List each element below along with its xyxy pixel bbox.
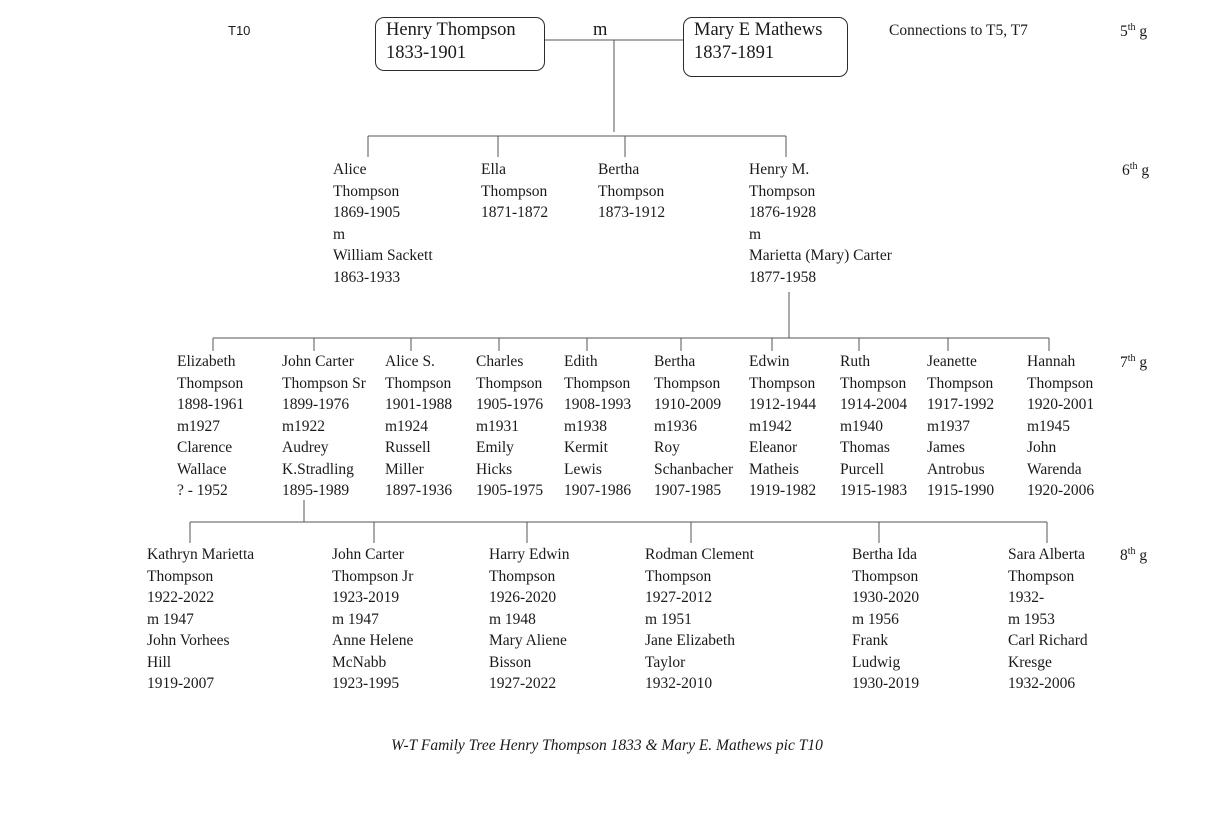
person-line: 1919-1982 bbox=[749, 482, 817, 499]
person-line: Thompson bbox=[645, 567, 712, 585]
person-line: McNabb bbox=[332, 653, 387, 671]
person-line: 1871-1872 bbox=[481, 204, 549, 221]
person-line: Kathryn Marietta bbox=[147, 546, 255, 563]
person-line: 1922-2022 bbox=[147, 589, 215, 606]
person-line: 1898-1961 bbox=[177, 396, 245, 413]
person-line: Audrey bbox=[282, 439, 329, 456]
person-line: 1923-2019 bbox=[332, 589, 400, 606]
person-line: m1938 bbox=[564, 417, 608, 435]
person-line: Thompson bbox=[564, 374, 631, 392]
gen6-person bbox=[598, 159, 665, 224]
person-line: 1901-1988 bbox=[385, 396, 453, 413]
person-line: 1863-1933 bbox=[333, 268, 401, 286]
person-line: 1907-1986 bbox=[564, 482, 632, 499]
founder-name: Henry Thompson bbox=[386, 20, 516, 40]
person-line: Roy bbox=[654, 439, 680, 456]
person-line: Jane Elizabeth bbox=[645, 632, 735, 649]
connections-note: Connections to T5, T7 bbox=[889, 22, 1028, 39]
gen7-person bbox=[385, 351, 452, 502]
person-line: Russell bbox=[385, 439, 431, 456]
person-line: Thompson Jr bbox=[332, 567, 414, 585]
person-line: 1927-2012 bbox=[645, 589, 713, 606]
person-line: 1920-2006 bbox=[1027, 482, 1095, 499]
person-line: Sara Alberta bbox=[1008, 546, 1086, 563]
person-line: Thompson bbox=[654, 374, 721, 392]
person-line: Jeanette bbox=[927, 353, 977, 370]
person-line: m1924 bbox=[385, 417, 429, 435]
person-line: m1942 bbox=[749, 417, 793, 435]
person-line: m 1953 bbox=[1008, 610, 1055, 628]
person-line: 1912-1944 bbox=[749, 396, 817, 413]
person-line: Thompson bbox=[489, 567, 556, 585]
person-line: Elizabeth bbox=[177, 353, 236, 370]
person-line: Ruth bbox=[840, 353, 871, 370]
person-line: Thompson bbox=[598, 182, 665, 200]
gen7-person bbox=[927, 351, 994, 502]
person-line: Henry M. bbox=[749, 161, 810, 178]
person-line: 1920-2001 bbox=[1027, 396, 1095, 413]
person-line: Hannah bbox=[1027, 353, 1076, 370]
person-line: 1932-2006 bbox=[1008, 675, 1076, 692]
person-line: Matheis bbox=[749, 460, 799, 478]
person-line: 1905-1976 bbox=[476, 396, 544, 413]
person-line: m1922 bbox=[282, 417, 326, 435]
person-line: Thompson bbox=[840, 374, 907, 392]
gen7-person bbox=[476, 351, 543, 502]
person-line: Kresge bbox=[1008, 653, 1052, 671]
person-line: Charles bbox=[476, 353, 524, 370]
gen7-person bbox=[564, 351, 631, 502]
person-line: Bisson bbox=[489, 653, 532, 671]
person-line: Thomas bbox=[840, 439, 890, 456]
generation-label-7: 7th g bbox=[1120, 353, 1148, 372]
person-line: Eleanor bbox=[749, 439, 798, 456]
person-line: John Carter bbox=[332, 546, 404, 563]
founder-box-wife bbox=[683, 17, 848, 77]
person-line: m bbox=[333, 225, 346, 243]
marriage-symbol: m bbox=[593, 20, 608, 40]
person-line: Thompson bbox=[147, 567, 214, 585]
gen7-person bbox=[840, 351, 907, 502]
person-line: Bertha bbox=[654, 353, 696, 370]
person-line: John bbox=[1027, 439, 1057, 456]
gen7-person bbox=[1027, 351, 1094, 502]
gen6-person bbox=[749, 159, 892, 288]
person-line: m1927 bbox=[177, 417, 221, 435]
person-line: 1877-1958 bbox=[749, 268, 817, 286]
person-line: Thompson bbox=[852, 567, 919, 585]
person-line: Frank bbox=[852, 632, 889, 649]
person-line: Anne Helene bbox=[332, 632, 414, 649]
gen7-person bbox=[749, 351, 816, 502]
person-line: Thompson bbox=[749, 182, 816, 200]
generation-label-6: 6th g bbox=[1122, 161, 1150, 180]
person-line: Thompson bbox=[927, 374, 994, 392]
person-line: m1945 bbox=[1027, 417, 1071, 435]
person-line: Bertha bbox=[598, 161, 640, 178]
person-line: Hicks bbox=[476, 460, 513, 478]
person-line: m1936 bbox=[654, 417, 698, 435]
person-line: Thompson bbox=[177, 374, 244, 392]
person-line: Rodman Clement bbox=[645, 546, 754, 563]
person-line: Kermit bbox=[564, 439, 608, 456]
gen8-person bbox=[332, 544, 413, 695]
person-line: Lewis bbox=[564, 460, 602, 478]
generation-label-5: 5th g bbox=[1120, 22, 1148, 41]
person-line: Marietta (Mary) Carter bbox=[749, 247, 892, 264]
person-line: John Vorhees bbox=[147, 632, 230, 649]
gen8-person bbox=[147, 544, 254, 695]
person-line: 1873-1912 bbox=[598, 204, 666, 221]
person-line: Thompson bbox=[385, 374, 452, 392]
person-line: m bbox=[749, 225, 762, 243]
person-line: 1917-1992 bbox=[927, 396, 995, 413]
founder-name: Mary E Mathews bbox=[694, 20, 823, 40]
person-line: Clarence bbox=[177, 439, 233, 456]
gen6-person bbox=[333, 159, 433, 288]
person-line: 1895-1989 bbox=[282, 482, 350, 499]
gen6-person bbox=[481, 159, 548, 224]
person-line: 1914-2004 bbox=[840, 396, 908, 413]
person-line: Thompson bbox=[481, 182, 548, 200]
person-line: Miller bbox=[385, 460, 424, 478]
person-line: Thompson bbox=[1008, 567, 1075, 585]
person-line: 1926-2020 bbox=[489, 589, 557, 606]
person-line: Wallace bbox=[177, 460, 227, 478]
person-line: 1915-1990 bbox=[927, 482, 995, 499]
person-line: 1899-1976 bbox=[282, 396, 350, 413]
founder-years: 1833-1901 bbox=[386, 43, 467, 63]
person-line: Schanbacher bbox=[654, 460, 734, 478]
gen7-person bbox=[177, 351, 244, 502]
person-line: ? - 1952 bbox=[177, 482, 228, 499]
gen8-person bbox=[645, 544, 754, 695]
person-line: Edith bbox=[564, 353, 598, 370]
person-line: K.Stradling bbox=[282, 460, 354, 478]
person-line: 1932- bbox=[1008, 589, 1045, 606]
person-line: m 1951 bbox=[645, 610, 692, 628]
person-line: 1908-1993 bbox=[564, 396, 632, 413]
person-line: Thompson bbox=[476, 374, 543, 392]
person-line: Ella bbox=[481, 161, 506, 178]
person-line: Purcell bbox=[840, 460, 884, 478]
person-line: Warenda bbox=[1027, 460, 1082, 478]
person-line: m1931 bbox=[476, 417, 520, 435]
person-line: Taylor bbox=[645, 653, 686, 671]
person-line: 1930-2020 bbox=[852, 589, 920, 606]
person-line: 1907-1985 bbox=[654, 482, 722, 499]
person-line: 1905-1975 bbox=[476, 482, 544, 499]
generation-label-8: 8th g bbox=[1120, 546, 1148, 565]
person-line: m 1947 bbox=[332, 610, 379, 628]
gen8-person bbox=[1008, 544, 1088, 695]
person-line: 1869-1905 bbox=[333, 204, 401, 221]
person-line: m 1956 bbox=[852, 610, 899, 628]
person-line: Thompson bbox=[333, 182, 400, 200]
founder-years: 1837-1891 bbox=[694, 43, 775, 63]
figure-caption: W-T Family Tree Henry Thompson 1833 & Mary E. Mathews pic T10 bbox=[391, 737, 823, 754]
person-line: 1910-2009 bbox=[654, 396, 722, 413]
person-line: John Carter bbox=[282, 353, 354, 370]
person-line: Hill bbox=[147, 653, 172, 671]
gen8-person bbox=[489, 544, 570, 695]
gen8-person bbox=[852, 544, 919, 695]
person-line: m 1947 bbox=[147, 610, 194, 628]
person-line: 1932-2010 bbox=[645, 675, 713, 692]
person-line: Alice S. bbox=[385, 353, 435, 370]
person-line: 1927-2022 bbox=[489, 675, 557, 692]
founder-box-husband bbox=[375, 17, 545, 71]
person-line: Alice bbox=[333, 161, 367, 178]
person-line: Harry Edwin bbox=[489, 546, 570, 563]
person-line: Emily bbox=[476, 439, 514, 456]
person-line: m1940 bbox=[840, 417, 884, 435]
person-line: 1876-1928 bbox=[749, 204, 817, 221]
person-line: 1923-1995 bbox=[332, 675, 400, 692]
person-line: m 1948 bbox=[489, 610, 536, 628]
person-line: James bbox=[927, 439, 965, 456]
person-line: 1919-2007 bbox=[147, 675, 215, 692]
person-line: 1930-2019 bbox=[852, 675, 920, 692]
person-line: Antrobus bbox=[927, 460, 985, 478]
person-line: Thompson bbox=[749, 374, 816, 392]
person-line: Ludwig bbox=[852, 653, 901, 671]
person-line: Edwin bbox=[749, 353, 790, 370]
person-line: Carl Richard bbox=[1008, 632, 1088, 649]
person-line: Thompson Sr bbox=[282, 374, 366, 392]
person-line: m1937 bbox=[927, 417, 971, 435]
person-line: Mary Aliene bbox=[489, 632, 567, 649]
person-line: 1897-1936 bbox=[385, 482, 453, 499]
person-line: Thompson bbox=[1027, 374, 1094, 392]
gen7-person bbox=[282, 351, 366, 502]
person-line: 1915-1983 bbox=[840, 482, 908, 499]
gen7-person bbox=[654, 351, 733, 502]
person-line: William Sackett bbox=[333, 247, 433, 264]
tree-id: T10 bbox=[228, 23, 251, 38]
person-line: Bertha Ida bbox=[852, 546, 917, 563]
